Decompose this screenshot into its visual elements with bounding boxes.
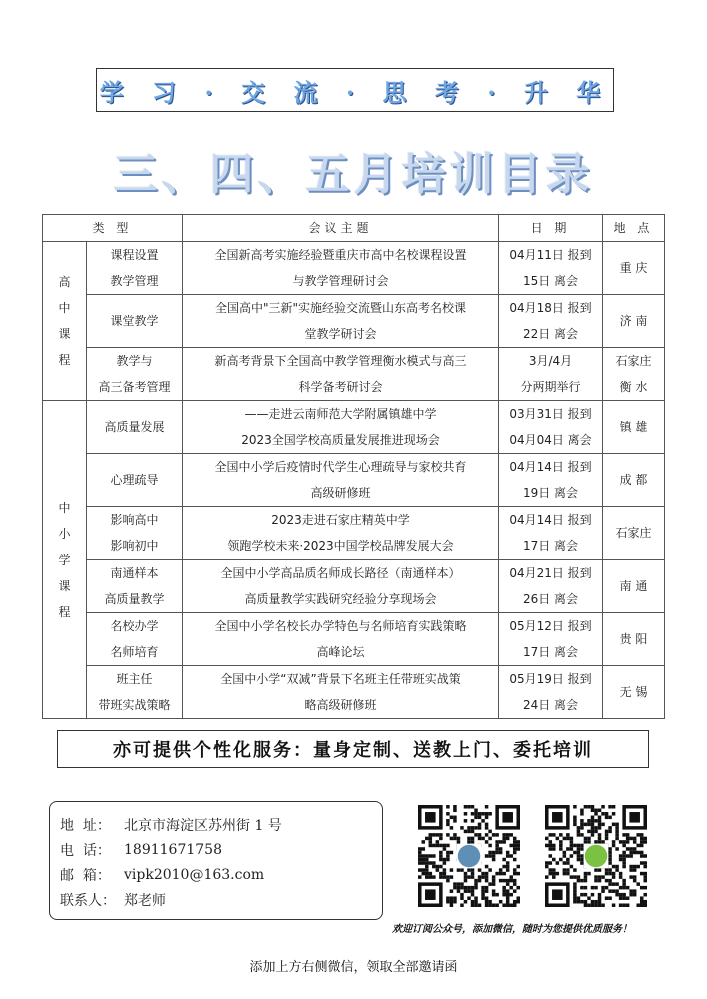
topic-line: 高级研修班 [310,486,371,500]
type-line: 名师培育 [110,645,159,659]
type-line: 高质量发展 [104,420,165,434]
topic-line: 高峰论坛 [316,645,365,659]
date-cell [499,507,603,560]
table-row [43,613,665,666]
topic-cell [183,560,499,613]
topic-cell [183,295,499,348]
category-char: 课 [58,578,71,593]
date-line: 04月14日 报到 [509,460,592,474]
place-line: 重 庆 [619,261,648,275]
table-row [43,242,665,295]
type-cell [87,242,183,295]
column-header-date: 日 期 [499,215,603,242]
wechat-qr-code-icon [545,804,647,908]
table-row [43,401,665,454]
date-line: 24日 离会 [522,698,579,712]
type-line: 带班实战策略 [98,698,171,712]
topic-line: 全国高中"三新"实施经验交流暨山东高考名校课 [214,301,467,315]
category-char: 程 [58,604,71,619]
topic-line: 与教学管理研讨会 [292,274,389,288]
place-cell [603,295,665,348]
email-value: vipk2010@163.com [124,866,265,883]
table-row [43,560,665,613]
topic-cell [183,666,499,719]
category-char: 中 [58,500,71,515]
address-value: 北京市海淀区苏州街 1 号 [124,817,282,834]
contact-email-row [60,862,372,887]
custom-service-banner [57,730,649,768]
topic-cell [183,613,499,666]
column-header-type: 类 型 [43,215,183,242]
date-line: 05月12日 报到 [509,619,592,633]
type-line: 教学与 [116,354,153,368]
category-cell [43,401,87,719]
type-cell [87,401,183,454]
topic-line: 全国中小学高品质名师成长路径（南通样本） [220,566,461,580]
date-cell [499,666,603,719]
training-catalog-table [42,214,665,719]
date-cell [499,560,603,613]
topic-line: 全国新高考实施经验暨重庆市高中名校课程设置 [214,248,467,262]
type-line: 影响高中 [110,513,159,527]
date-line: 17日 离会 [522,645,579,659]
page-title: 三、四、五月培训目录 [113,149,594,200]
date-line: 15日 离会 [522,274,579,288]
topic-cell [183,401,499,454]
type-cell [87,295,183,348]
contact-phone-row [60,837,372,862]
type-cell [87,560,183,613]
date-line: 04月04日 离会 [509,433,592,447]
date-line: 19日 离会 [522,486,579,500]
date-line: 05月19日 报到 [509,672,592,686]
date-line: 04月11日 报到 [509,248,592,262]
contact-person-row [60,887,372,912]
table-row [43,507,665,560]
place-cell [603,348,665,401]
date-cell [499,454,603,507]
topic-line: ——走进云南师范大学附属镇雄中学 [244,407,437,421]
email-label: 邮 箱： [60,867,111,884]
topic-line: 科学备考研讨会 [298,380,383,394]
category-char: 高 [58,275,71,289]
table-row [43,348,665,401]
column-header-topic: 会议主题 [183,215,499,242]
type-line: 课堂教学 [110,314,159,328]
topic-cell [183,348,499,401]
date-cell [499,613,603,666]
topic-line: 全国中小学名校长办学特色与名师培育实践策略 [214,619,467,633]
type-line: 影响初中 [110,539,159,553]
phone-value: 18911671758 [124,841,222,858]
category-char: 中 [58,301,71,315]
place-cell [603,242,665,295]
date-cell [499,348,603,401]
place-cell [603,560,665,613]
place-cell [603,613,665,666]
address-label: 地 址： [60,817,111,834]
topic-line: 高质量教学实践研究经验分享现场会 [244,592,437,606]
type-line: 高三备考管理 [98,380,171,394]
table-row [43,666,665,719]
date-cell [499,401,603,454]
topic-line: 领跑学校未来·2023中国学校品牌发展大会 [227,539,454,553]
date-line: 04月21日 报到 [509,566,592,580]
type-line: 班主任 [116,672,153,686]
person-value: 郑老师 [124,892,166,909]
type-cell [87,507,183,560]
topic-line: 2023全国学校高质量发展推进现场会 [241,433,440,447]
type-cell [87,666,183,719]
place-line: 南 通 [619,579,648,593]
date-line: 04月14日 报到 [509,513,592,527]
contact-address-row [60,812,372,837]
type-line: 名校办学 [110,619,159,633]
topic-line: 堂教学研讨会 [304,327,377,341]
qr-caption: 欢迎订阅公众号，添加微信，随时为您提供优质服务！ [392,924,632,935]
date-line: 26日 离会 [522,592,579,606]
place-line: 石家庄 [615,526,652,540]
place-cell [603,666,665,719]
date-cell [499,295,603,348]
official-account-qr-code-icon [418,804,520,908]
date-line: 22日 离会 [522,327,579,341]
place-line: 衡 水 [619,380,648,394]
type-line: 心理疏导 [110,473,159,487]
type-cell [87,454,183,507]
category-cell [43,242,87,401]
date-line: 分两期举行 [520,380,581,394]
date-cell [499,242,603,295]
column-header-place: 地 点 [603,215,665,242]
slogan-text: 学 习 · 交 流 · 思 考 · 升 华 [99,77,611,107]
place-line: 无 锡 [619,685,648,699]
person-label: 联系人： [60,892,116,909]
place-line: 贵 阳 [619,632,648,646]
place-line: 济 南 [619,314,648,328]
place-line: 石家庄 [615,354,652,368]
topic-line: 全国中小学后疫情时代学生心理疏导与家校共育 [214,460,467,474]
place-cell [603,507,665,560]
table-header-row [43,215,665,242]
category-char: 学 [58,552,71,567]
date-line: 03月31日 报到 [509,407,592,421]
date-line: 04月18日 报到 [509,301,592,315]
topic-line: 新高考背景下全国高中教学管理衡水模式与高三 [214,354,467,368]
date-line: 3月/4月 [528,354,573,368]
footer-note: 添加上方右侧微信，领取全部邀请函 [249,960,458,975]
type-line: 教学管理 [110,274,159,288]
place-line: 成 都 [619,473,648,487]
topic-line: 2023走进石家庄精英中学 [271,513,410,527]
topic-line: 全国中小学“双减”背景下名班主任带班实战策 [220,672,461,686]
place-cell [603,401,665,454]
type-line: 高质量教学 [104,592,165,606]
date-line: 17日 离会 [522,539,579,553]
contact-info-box [49,801,383,920]
slogan-banner [96,68,614,112]
topic-cell [183,507,499,560]
type-cell [87,348,183,401]
topic-cell [183,454,499,507]
topic-line: 略高级研修班 [304,698,377,712]
custom-service-text: 亦可提供个性化服务：量身定制、送教上门、委托培训 [113,740,593,761]
phone-label: 电 话： [60,842,111,859]
category-char: 程 [58,353,71,367]
type-cell [87,613,183,666]
category-char: 小 [58,526,71,541]
table-row [43,295,665,348]
category-char: 课 [58,327,71,341]
place-cell [603,454,665,507]
type-line: 课程设置 [110,248,159,262]
topic-cell [183,242,499,295]
place-line: 镇 雄 [619,420,648,434]
table-row [43,454,665,507]
type-line: 南通样本 [110,566,159,580]
